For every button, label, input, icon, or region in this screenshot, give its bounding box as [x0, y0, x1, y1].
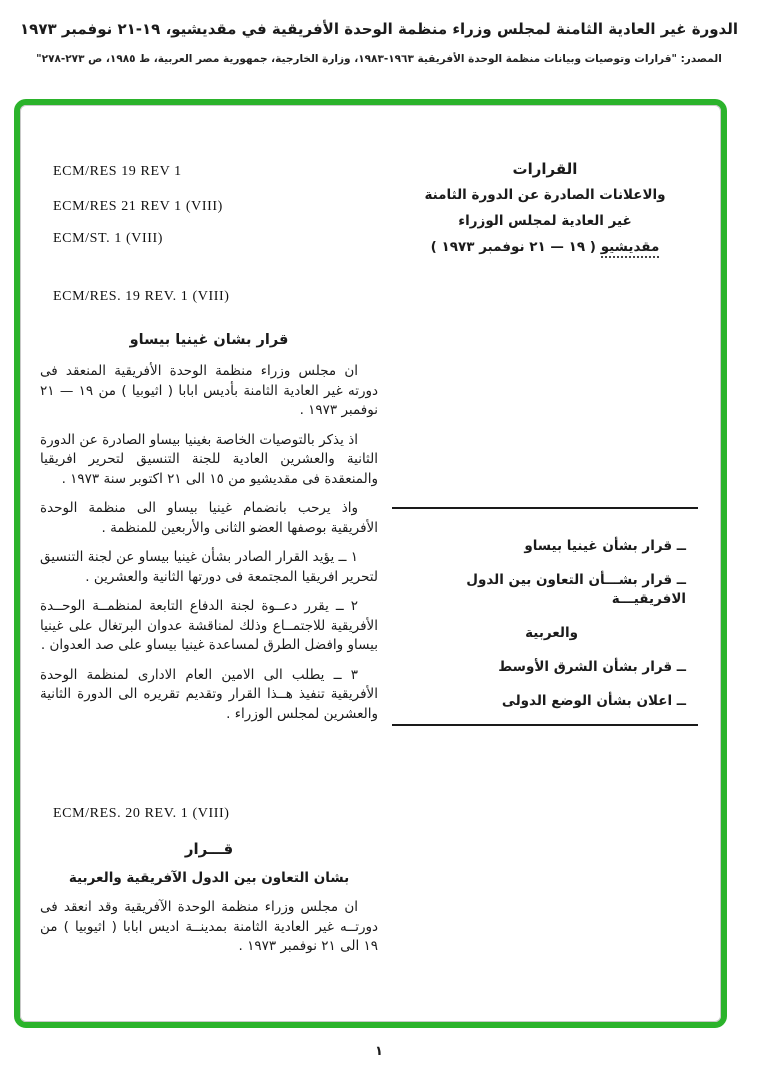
list-item: ــ قرار بشـــأن التعاون بين الدول الافريقيـــة: [466, 572, 686, 607]
decisions-heading-line: [398, 239, 692, 256]
resolution-19-section: [40, 164, 378, 734]
separator-line-top: [392, 507, 698, 509]
decisions-heading-line: القرارات: [512, 160, 578, 178]
paragraph: ان مجلس وزراء منظمة الوحدة الآفريقية وقد انعقد فى دورتــه غير العادية الثامنة بمدينــة اديس ابابا ( اثيوبيا ) من ١٩ الى ٢١ نوفمبر ١٩٧٣ .: [40, 899, 378, 954]
paragraph: ٢ ــ يقرر دعــوة لجنة الدفاع التابعة لمنظمــة الوحــدة الأفريقية للاجتمــاع وذلك لمناقشة عدوان البرتغال على غينيا بيساو وافضل الطرق لمساعدة غينيا بيساو على صد العدوان .: [40, 598, 378, 653]
place-name: مقديشيو: [601, 239, 660, 258]
section-subtitle: بشان التعاون بين الدول الآفريقية والعربية: [68, 870, 350, 886]
decisions-heading: [398, 160, 692, 265]
list-item: ــ قرار بشأن غينيا بيساو: [524, 538, 686, 554]
paragraph: ٣ ــ يطلب الى الامين العام الادارى لمنظمة الوحدة الأفريقية تنفيذ هــذا القرار وتقديم تقريره الى الدورة الثانية والعشرين لمجلس الوزراء .: [40, 666, 378, 722]
document-ref: ECM/ST. 1 (VIII): [53, 231, 164, 246]
list-item-continuation: والعربية: [525, 625, 578, 641]
section-ref: ECM/RES. 19 REV. 1 (VIII): [53, 289, 230, 304]
paragraph: ان مجلس وزراء منظمة الوحدة الأفريقية المنعقد فى دورته غير العادية الثامنة بأديس ابابا ( اثيوبيا ) من ١٩ — ٢١ نوفمبر ١٩٧٣ .: [40, 363, 379, 418]
section-title: قـــرار: [184, 840, 234, 858]
document-ref: ECM/RES 21 REV 1 (VIII): [53, 199, 223, 214]
list-item: ــ اعلان بشأن الوضع الدولى: [501, 693, 686, 709]
section-title: قرار بشان غينيا بيساو: [129, 332, 289, 348]
list-item: ــ قرار بشأن الشرق الأوسط: [498, 659, 686, 675]
paragraph: ١ ــ يؤيد القرار الصادر بشأن غينيا بيساو عن لجنة التنسيق لتحرير افريقيا المجتمعة فى دورتها الثانية والعشرين .: [40, 549, 378, 585]
decisions-heading-line: والاعلانات الصادرة عن الدورة الثامنة: [424, 187, 666, 203]
section-ref: ECM/RES. 20 REV. 1 (VIII): [53, 806, 230, 821]
page-number: ١: [375, 1044, 383, 1059]
page-header-title: الدورة غير العادية الثامنة لمجلس وزراء منظمة الوحدة الأفريقية في مقديشيو، ١٩-٢١ نوفمبر ١٩٧٣: [20, 20, 738, 38]
paragraph: واذ يرحب بانضمام غينيا بيساو الى منظمة الوحدة الأفريقية بوصفها العضو الثانى والأربعين للمنظمة .: [40, 500, 378, 536]
decisions-list: [388, 537, 686, 726]
paragraph: اذ يذكر بالتوصيات الخاصة بغينيا بيساو الصادرة عن الدورة الثانية والعشرين العادية للجنة التنسيق لتحرير افريقيا والمنعقدة فى مقديشيو من ١٥ الى ٢١ اكتوبر سنة ١٩٧٣ .: [40, 431, 378, 487]
resolution-20-section: [40, 840, 378, 967]
document-ref: ECM/RES 19 REV 1: [53, 164, 182, 179]
session-dates: ( ١٩ — ٢١ نوفمبر ١٩٧٣ ): [430, 239, 596, 255]
separator-line-bottom: [392, 724, 698, 726]
page-header-source: المصدر: "قرارات وتوصيات وبيانات منظمة الوحدة الأفريقية ١٩٦٣-١٩٨٣، وزارة الخارجية، جمهورية مصر العربية، ط ١٩٨٥، ص ٢٧٣-٢٧٨": [36, 53, 722, 65]
decisions-heading-line: غير العادية لمجلس الوزراء: [458, 213, 632, 229]
